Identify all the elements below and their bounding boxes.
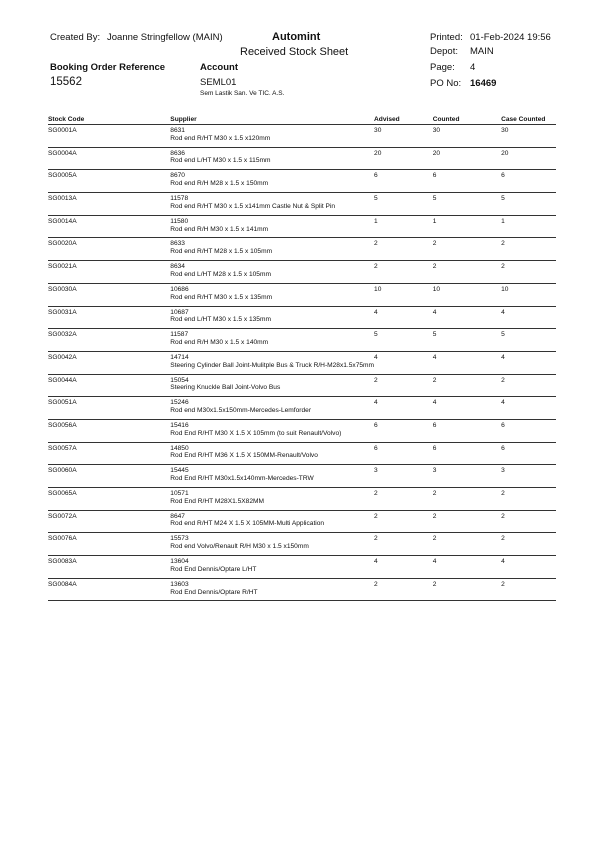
supplier-code: 14714 [170,353,189,361]
advised-cell: 3 [374,465,433,488]
supplier-cell [170,306,374,329]
supplier-cell [170,397,374,420]
account-label: Account [200,62,238,73]
advised-cell: 6 [374,442,433,465]
item-description: Rod end R/HT M28 x 1.5 x 105mm [170,248,273,256]
stock-table [48,113,556,601]
stock-code-cell: SG0044A [48,374,170,397]
item-description: Rod end L/HT M30 x 1.5 x 135mm [170,316,271,324]
supplier-cell [170,510,374,533]
col-advised: Advised [374,113,433,125]
supplier-code: 8647 [170,512,185,520]
supplier-code: 15054 [170,376,189,384]
table-row [48,306,556,329]
stock-code-cell: SG0020A [48,238,170,261]
stock-code-cell: SG0076A [48,533,170,556]
stock-code-cell: SG0072A [48,510,170,533]
advised-cell: 6 [374,170,433,193]
po-label: PO No: [430,78,462,89]
table-row [48,510,556,533]
advised-cell: 30 [374,125,433,148]
case-counted-cell: 4 [501,397,556,420]
counted-cell: 10 [433,283,501,306]
advised-cell: 2 [374,488,433,511]
counted-cell: 4 [433,556,501,579]
item-description: Rod end L/HT M28 x 1.5 x 105mm [170,270,271,278]
supplier-cell [170,329,374,352]
supplier-code: 10686 [170,285,189,293]
stock-code-cell: SG0060A [48,465,170,488]
stock-code-cell: SG0021A [48,261,170,284]
supplier-code: 15445 [170,467,189,475]
case-counted-cell: 2 [501,510,556,533]
depot-value: MAIN [470,46,494,57]
item-description: Rod end R/HT M24 X 1.5 X 105MM-Multi Application [170,520,325,528]
counted-cell: 5 [433,329,501,352]
supplier-code: 8670 [170,172,185,180]
depot-label: Depot: [430,46,458,57]
item-description: Rod End R/HT M28X1.5X82MM [170,497,264,505]
advised-cell: 4 [374,556,433,579]
col-supplier: Supplier [170,113,374,125]
case-counted-cell: 1 [501,215,556,238]
table-row [48,193,556,216]
case-counted-cell: 2 [501,578,556,601]
advised-cell: 2 [374,578,433,601]
supplier-code: 10571 [170,490,189,497]
supplier-code: 11578 [170,195,189,203]
item-description: Rod end Volvo/Renault R/H M30 x 1.5 x150mm [170,543,309,551]
stock-code-cell: SG0056A [48,419,170,442]
supplier-cell [170,556,374,579]
account-name: Sem Lastik San. Ve TIC. A.S. [200,90,285,97]
counted-cell: 6 [433,419,501,442]
item-description: Rod end L/HT M30 x 1.5 x 115mm [170,157,271,165]
table-row [48,533,556,556]
case-counted-cell: 4 [501,351,556,374]
printed-label: Printed: [430,32,463,43]
case-counted-cell: 2 [501,488,556,511]
stock-code-cell: SG0004A [48,147,170,170]
advised-cell: 2 [374,510,433,533]
item-description: Rod End Dennis/Optare R/HT [170,588,258,596]
supplier-code: 11587 [170,331,189,339]
table-row [48,419,556,442]
sheet-title: Received Stock Sheet [240,46,349,58]
stock-code-cell: SG0031A [48,306,170,329]
stock-code-cell: SG0032A [48,329,170,352]
advised-cell: 2 [374,238,433,261]
table-row [48,125,556,148]
supplier-code: 13603 [170,580,189,588]
counted-cell: 6 [433,442,501,465]
item-description: Steering Knuckle Ball Joint-Volvo Bus [170,384,281,392]
counted-cell: 2 [433,488,501,511]
advised-cell: 10 [374,283,433,306]
stock-table-body [48,125,556,601]
supplier-cell [170,283,374,306]
counted-cell: 4 [433,306,501,329]
stock-code-cell: SG0065A [48,488,170,511]
item-description: Rod end R/H M30 x 1.5 x 141mm [170,225,269,233]
counted-cell: 2 [433,374,501,397]
stock-code-cell: SG0001A [48,125,170,148]
table-row [48,442,556,465]
table-row [48,261,556,284]
supplier-code: 15246 [170,399,189,407]
supplier-cell [170,170,374,193]
stock-code-cell: SG0005A [48,170,170,193]
supplier-cell [170,238,374,261]
counted-cell: 2 [433,238,501,261]
booking-order-value: 15562 [50,76,82,88]
stock-code-cell: SG0014A [48,215,170,238]
page-value: 4 [470,62,476,73]
col-counted: Counted [433,113,501,125]
col-stock-code: Stock Code [48,113,170,125]
counted-cell: 3 [433,465,501,488]
item-description: Rod End Dennis/Optare L/HT [170,565,257,573]
supplier-code: 8633 [170,240,185,248]
supplier-cell [170,193,374,216]
account-code: SEML01 [200,77,237,88]
supplier-code: 15573 [170,535,189,543]
stock-code-cell: SG0030A [48,283,170,306]
case-counted-cell: 6 [501,442,556,465]
advised-cell: 6 [374,419,433,442]
counted-cell: 6 [433,170,501,193]
supplier-code: 15416 [170,421,189,429]
page-label: Page: [430,62,455,73]
item-description: Rod end R/HT M30 x 1.5 x 135mm [170,293,273,301]
stock-code-cell: SG0013A [48,193,170,216]
case-counted-cell: 4 [501,556,556,579]
stock-code-cell: SG0084A [48,578,170,601]
counted-cell: 30 [433,125,501,148]
supplier-cell [170,261,374,284]
supplier-cell [170,351,374,374]
supplier-code: 8636 [170,149,185,157]
advised-cell: 4 [374,306,433,329]
counted-cell: 2 [433,510,501,533]
counted-cell: 4 [433,351,501,374]
counted-cell: 2 [433,533,501,556]
created-by-label: Created By: [50,32,101,43]
table-row [48,283,556,306]
supplier-code: 14850 [170,444,189,452]
supplier-cell [170,419,374,442]
stock-code-cell: SG0057A [48,442,170,465]
item-description: Rod end R/H M28 x 1.5 x 150mm [170,180,269,188]
case-counted-cell: 2 [501,374,556,397]
supplier-cell [170,465,374,488]
counted-cell: 4 [433,397,501,420]
supplier-code: 13604 [170,558,189,566]
counted-cell: 2 [433,261,501,284]
item-description: Rod end R/H M30 x 1.5 x 140mm [170,338,269,346]
stock-code-cell: SG0042A [48,351,170,374]
table-row [48,488,556,511]
case-counted-cell: 2 [501,238,556,261]
table-row [48,170,556,193]
advised-cell: 4 [374,351,433,374]
supplier-cell [170,374,374,397]
supplier-code: 10687 [170,308,189,316]
case-counted-cell: 5 [501,193,556,216]
case-counted-cell: 2 [501,533,556,556]
supplier-cell [170,578,374,601]
advised-cell: 1 [374,215,433,238]
company-name: Automint [272,31,321,43]
supplier-code: 8631 [170,127,185,134]
table-row [48,397,556,420]
supplier-code: 8634 [170,263,185,271]
case-counted-cell: 2 [501,261,556,284]
case-counted-cell: 5 [501,329,556,352]
item-description: Steering Cylinder Ball Joint-Mulitple Bus & Truck R/H-M28x1.5x75mm [170,361,375,369]
case-counted-cell: 6 [501,419,556,442]
supplier-code: 11580 [170,217,189,225]
table-row [48,215,556,238]
item-description: Rod End R/HT M30 X 1.5 X 105mm (to suit Renault/Volvo) [170,429,342,437]
case-counted-cell: 3 [501,465,556,488]
table-row [48,351,556,374]
col-case-counted: Case Counted [501,113,556,125]
table-header-row [48,113,556,125]
item-description: Rod end M30x1.5x150mm-Mercedes-Lemforder [170,407,312,415]
supplier-cell [170,215,374,238]
advised-cell: 5 [374,329,433,352]
po-value: 16469 [470,78,497,89]
counted-cell: 2 [433,578,501,601]
supplier-cell [170,488,374,511]
advised-cell: 2 [374,261,433,284]
table-row [48,147,556,170]
advised-cell: 20 [374,147,433,170]
advised-cell: 2 [374,533,433,556]
item-description: Rod end R/HT M30 x 1.5 x141mm Castle Nut & Split Pin [170,202,336,210]
supplier-cell [170,442,374,465]
table-row [48,329,556,352]
created-by-value: Joanne Stringfellow (MAIN) [107,32,223,43]
case-counted-cell: 10 [501,283,556,306]
case-counted-cell: 6 [501,170,556,193]
table-row [48,374,556,397]
printed-value: 01-Feb-2024 19:56 [470,32,551,43]
supplier-cell [170,533,374,556]
stock-code-cell: SG0083A [48,556,170,579]
item-description: Rod end R/HT M30 x 1.5 x120mm [170,134,271,142]
supplier-cell [170,147,374,170]
case-counted-cell: 4 [501,306,556,329]
supplier-cell [170,125,374,148]
item-description: Rod End R/HT M36 X 1.5 X 150MM-Renault/Volvo [170,452,318,460]
booking-order-label: Booking Order Reference [50,62,166,73]
table-row [48,465,556,488]
stock-code-cell: SG0051A [48,397,170,420]
table-row [48,578,556,601]
counted-cell: 5 [433,193,501,216]
case-counted-cell: 20 [501,147,556,170]
counted-cell: 20 [433,147,501,170]
item-description: Rod End R/HT M30x1.5x140mm-Mercedes-TRW [170,475,314,483]
counted-cell: 1 [433,215,501,238]
table-row [48,238,556,261]
advised-cell: 4 [374,397,433,420]
table-row [48,556,556,579]
advised-cell: 2 [374,374,433,397]
case-counted-cell: 30 [501,125,556,148]
advised-cell: 5 [374,193,433,216]
